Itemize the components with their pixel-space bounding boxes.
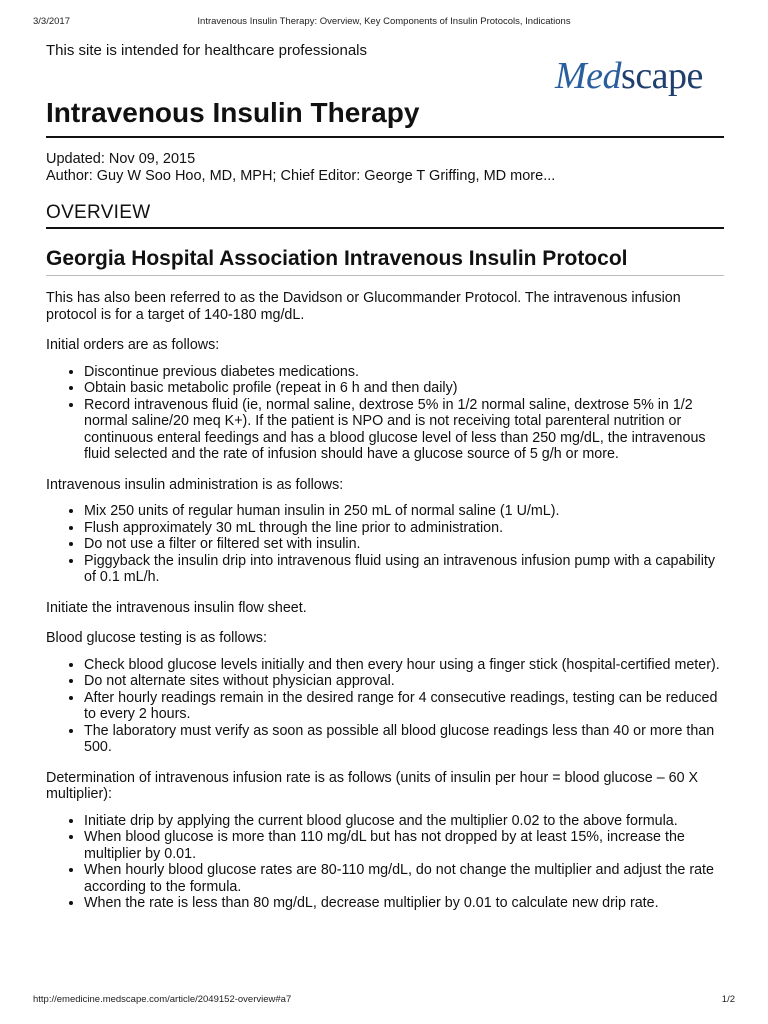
list-item: • Obtain basic metabolic profile (repeat in 6 h and then daily) xyxy=(84,380,724,397)
administration-list xyxy=(46,503,724,586)
page-title: Intravenous Insulin Therapy xyxy=(46,92,724,138)
updated-date: Updated: Nov 09, 2015 xyxy=(46,151,196,167)
logo-part-scape: scape xyxy=(621,55,703,97)
list-item: • Check blood glucose levels initially and then every hour using a finger stick (hospital-certified meter). xyxy=(84,657,724,674)
testing-heading: Blood glucose testing is as follows: xyxy=(46,630,267,646)
logo-part-med: Med xyxy=(555,55,622,97)
list-item: • Flush approximately 30 mL through the line prior to administration. xyxy=(84,520,724,537)
list-item: • After hourly readings remain in the desired range for 4 consecutive readings, testing can be reduced to every 2 hours. xyxy=(84,690,724,723)
list-item: • When hourly blood glucose rates are 80-110 mg/dL, do not change the multiplier and adjust the rate according to the formula. xyxy=(84,862,724,895)
infusion-rate-list xyxy=(46,813,724,912)
list-item: • When blood glucose is more than 110 mg/dL but has not dropped by at least 15%, increase the multiplier by 0.01. xyxy=(84,829,724,862)
article-content xyxy=(46,92,724,912)
page-number: 1/2 xyxy=(721,994,735,1005)
print-doc-title: Intravenous Insulin Therapy: Overview, Key Components of Insulin Protocols, Indications xyxy=(197,16,571,27)
initial-orders-list xyxy=(46,364,724,463)
article-meta xyxy=(46,151,724,185)
author-line: Author: Guy W Soo Hoo, MD, MPH; Chief Editor: George T Griffing, MD more... xyxy=(46,168,556,184)
list-item: • Do not alternate sites without physician approval. xyxy=(84,673,724,690)
list-item: • Mix 250 units of regular human insulin in 250 mL of normal saline (1 U/mL). xyxy=(84,503,724,520)
list-item: • The laboratory must verify as soon as possible all blood glucose readings less than 40 or more than 500. xyxy=(84,723,724,756)
protocol-heading: Georgia Hospital Association Intravenous Insulin Protocol xyxy=(46,245,724,276)
list-item: • When the rate is less than 80 mg/dL, decrease multiplier by 0.01 to calculate new drip rate. xyxy=(84,895,724,912)
list-item: • Initiate drip by applying the current blood glucose and the multiplier 0.02 to the above formula. xyxy=(84,813,724,830)
flow-sheet-paragraph: Initiate the intravenous insulin flow sheet. xyxy=(46,599,307,616)
list-item: • Discontinue previous diabetes medications. xyxy=(84,364,724,381)
print-date: 3/3/2017 xyxy=(33,16,70,27)
administration-heading: Intravenous insulin administration is as follows: xyxy=(46,476,344,493)
testing-list xyxy=(46,657,724,756)
initial-orders-heading: Initial orders are as follows: xyxy=(46,337,220,353)
list-item: • Piggyback the insulin drip into intravenous fluid using an intravenous infusion pump with a capability of 0.1 mL/h. xyxy=(84,553,724,586)
professional-notice: This site is intended for healthcare professionals xyxy=(46,42,368,59)
list-item: • Record intravenous fluid (ie, normal saline, dextrose 5% in 1/2 normal saline, dextrose 5% in 1/2 normal saline/20 meq K+). If the patient is NPO and is not receiving total parenteral nutrition or continuous enteral feedings and has a blood glucose level of less than 250 mg/dL, the intravenous fluid selected and the rate of infusion should have a glucose source of 5 g/h or more. xyxy=(84,397,724,463)
intro-paragraph: This has also been referred to as the Davidson or Glucommander Protocol. The intravenous infusion protocol is for a target of 140-180 mg/dL. xyxy=(46,290,681,323)
page-url[interactable]: http://emedicine.medscape.com/article/2049152-overview#a7 xyxy=(33,994,292,1005)
list-item: • Do not use a filter or filtered set with insulin. xyxy=(84,536,724,553)
infusion-rate-heading: Determination of intravenous infusion rate is as follows (units of insulin per hour = blood glucose – 60 X multiplier): xyxy=(46,769,699,802)
section-overview-heading: OVERVIEW xyxy=(46,201,724,229)
